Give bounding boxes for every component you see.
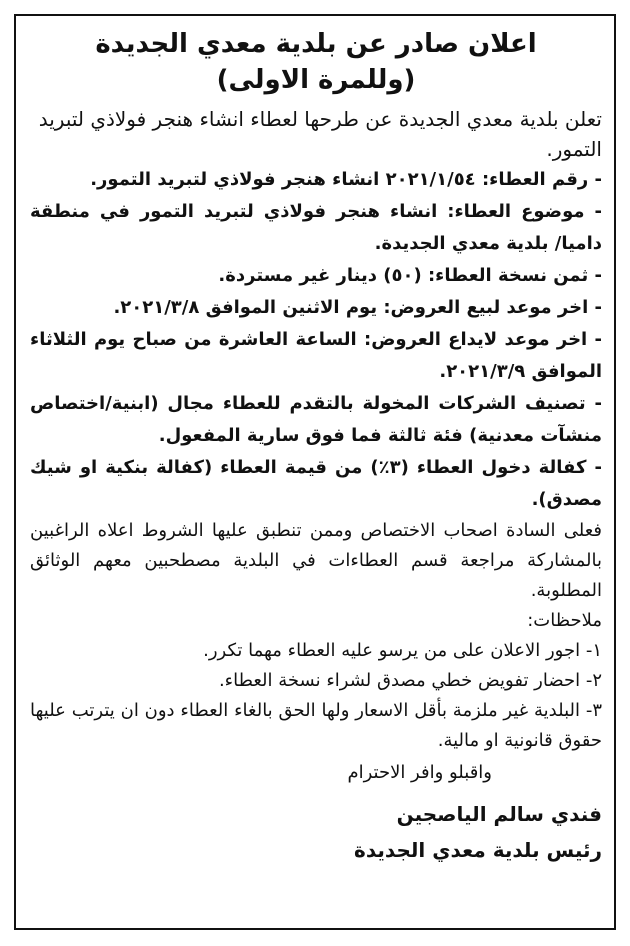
signature-name: فندي سالم الياصجين <box>396 802 602 826</box>
announcement <box>30 26 602 868</box>
tender-number: - رقم العطاء: ٢٠٢١/١/٥٤ انشاء هنجر فولاذي لتبريد التمور. <box>90 169 602 190</box>
intro-text: تعلن بلدية معدي الجديدة عن طرحها لعطاء انشاء هنجر فولاذي لتبريد التمور. <box>38 107 602 161</box>
tender-subject: - موضوع العطاء: انشاء هنجر فولاذي لتبريد التمور في منطقة داميا/ بلدية معدي الجديدة. <box>30 201 602 254</box>
note-item: ٣- البلدية غير ملزمة بأقل الاسعار ولها الحق بالغاء العطاء دون ان يترتب عليها حقوق قانونية او مالية. <box>30 700 602 751</box>
submission-deadline: - اخر موعد لايداع العروض: الساعة العاشرة من صباح يوم الثلاثاء الموافق ٢٠٢١/٣/٩. <box>30 329 602 382</box>
bid-guarantee: - كفالة دخول العطاء (٣٪) من قيمة العطاء (كفالة بنكية او شيك مصدق). <box>30 457 602 510</box>
sale-deadline: - اخر موعد لبيع العروض: يوم الاثنين الموافق ٢٠٢١/٣/٨. <box>113 297 602 318</box>
announcement-subtitle: (وللمرة الاولى) <box>216 65 416 95</box>
announcement-title: اعلان صادر عن بلدية معدي الجديدة <box>95 29 537 59</box>
note-item: ٢- احضار تفويض خطي مصدق لشراء نسخة العطاء. <box>218 670 602 691</box>
closing-text: واقبلو وافر الاحترام <box>347 762 492 783</box>
company-classification: - تصنيف الشركات المخولة بالتقدم للعطاء مجال (ابنية/اختصاص منشآت معدنية) فئة ثالثة فما فوق سارية المفعول. <box>30 393 602 446</box>
notes-label: ملاحظات: <box>527 610 602 631</box>
signature-title: رئيس بلدية معدي الجديدة <box>354 838 602 862</box>
note-item: ١- اجور الاعلان على من يرسو عليه العطاء مهما تكرر. <box>203 640 602 661</box>
copy-price: - ثمن نسخة العطاء: (٥٠) دينار غير مستردة. <box>218 265 602 286</box>
call-text: فعلى السادة اصحاب الاختصاص وممن تنطبق عليها الشروط اعلاه الراغبين بالمشاركة مراجعة قسم العطاءات في البلدية مصطحبين معهم الوثائق المطلوبة. <box>30 520 602 601</box>
